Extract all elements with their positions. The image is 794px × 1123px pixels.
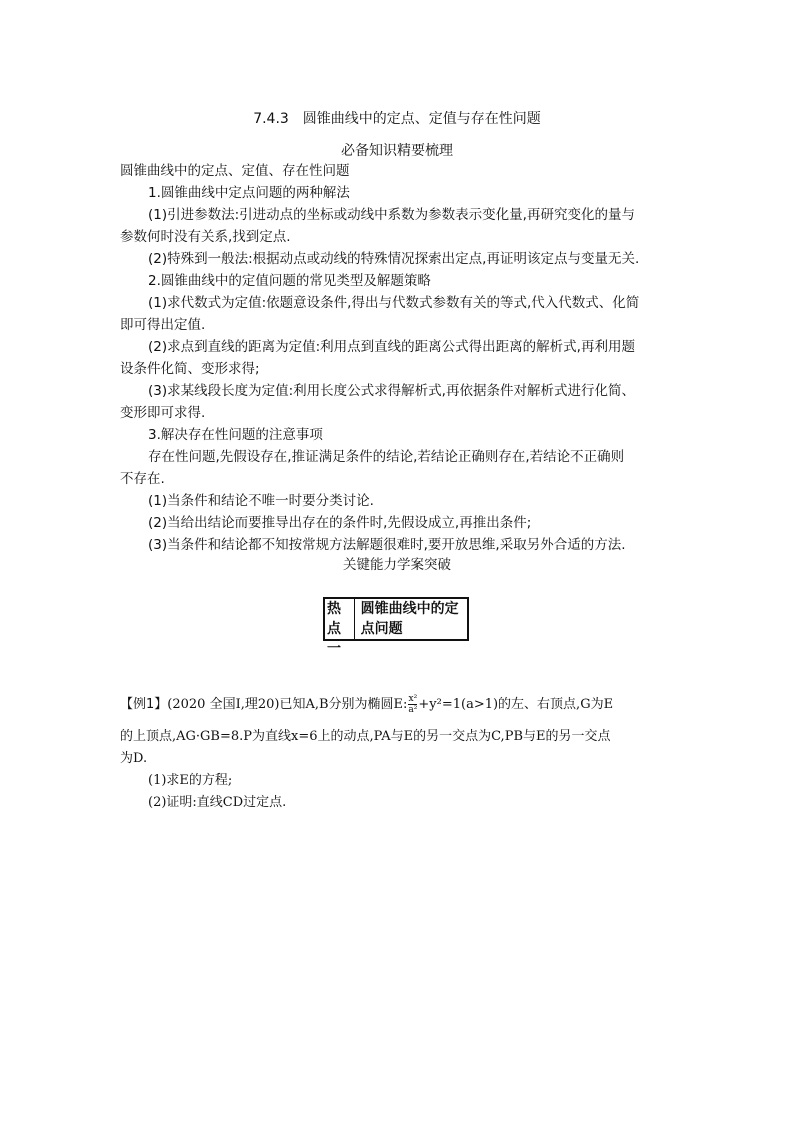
point1-a-line2: 参数何时没有关系,找到定点. xyxy=(120,229,291,245)
ellipse-fraction xyxy=(408,694,417,715)
example-line3: 为D. xyxy=(120,751,148,766)
hotspot-title: 圆锥曲线中的定点问题 xyxy=(360,601,459,637)
point1-heading: 1.圆锥曲线中定点问题的两种解法 xyxy=(148,185,350,201)
example-text-part2: +y²=1(a>1)的左、右顶点,G为E xyxy=(418,697,614,712)
point3-b: (1)当条件和结论不唯一时要分类讨论. xyxy=(148,493,374,509)
point1-a-line1: (1)引进参数法:引进动点的坐标或动线中系数为参数表示变化量,再研究变化的量与 xyxy=(148,207,635,223)
point2-heading: 2.圆锥曲线中的定值问题的常见类型及解题策略 xyxy=(148,273,431,289)
example-tag: 【例1】 xyxy=(120,697,168,712)
example-question2: (2)证明:直线CD过定点. xyxy=(148,795,287,810)
section-heading-ability: 关键能力学案突破 xyxy=(343,557,451,573)
hotspot-label: 热点一 xyxy=(325,599,355,639)
point3-c: (2)当给出结论而要推导出存在的条件时,先假设成立,再推出条件; xyxy=(148,515,532,531)
example-text-part1: (2020 全国Ⅰ,理20)已知A,B分别为椭圆E: xyxy=(167,697,408,712)
example-line2: 的上顶点,AG·GB=8.P为直线x=6上的动点,PA与E的另一交点为C,PB与E的另一交点 xyxy=(120,729,611,744)
example-question1: (1)求E的方程; xyxy=(148,773,233,788)
page-title: 7.4.3 圆锥曲线中的定点、定值与存在性问题 xyxy=(253,111,541,127)
point1-b: (2)特殊到一般法:根据动点或动线的特殊情况探索出定点,再证明该定点与变量无关. xyxy=(148,251,640,267)
point3-heading: 3.解决存在性问题的注意事项 xyxy=(148,427,323,443)
point3-d: (3)当条件和结论都不知按常规方法解题很难时,要开放思维,采取另外合适的方法. xyxy=(148,537,626,553)
point3-a-line1: 存在性问题,先假设存在,推证满足条件的结论,若结论正确则存在,若结论不正确则 xyxy=(148,449,625,465)
example-line1 xyxy=(120,694,613,716)
point2-c-line2: 变形即可求得. xyxy=(120,405,206,421)
point2-c-line1: (3)求某线段长度为定值:利用长度公式求得解析式,再依据条件对解析式进行化简、 xyxy=(148,383,635,399)
point2-b-line2: 设条件化简、变形求得; xyxy=(120,361,260,377)
topic-heading: 圆锥曲线中的定点、定值、存在性问题 xyxy=(120,163,350,179)
point3-a-line2: 不存在. xyxy=(120,471,165,487)
fraction-denominator: a² xyxy=(408,705,418,715)
point2-a-line2: 即可得出定值. xyxy=(120,317,206,333)
point2-b-line1: (2)求点到直线的距离为定值:利用点到直线的距离公式得出距离的解析式,再利用题 xyxy=(148,339,635,355)
section-heading-knowledge: 必备知识精要梳理 xyxy=(341,143,453,159)
point2-a-line1: (1)求代数式为定值:依题意设条件,得出与代数式参数有关的等式,代入代数式、化简 xyxy=(148,295,640,311)
fraction-numerator: x² xyxy=(408,694,418,704)
hotspot-box xyxy=(323,597,469,657)
